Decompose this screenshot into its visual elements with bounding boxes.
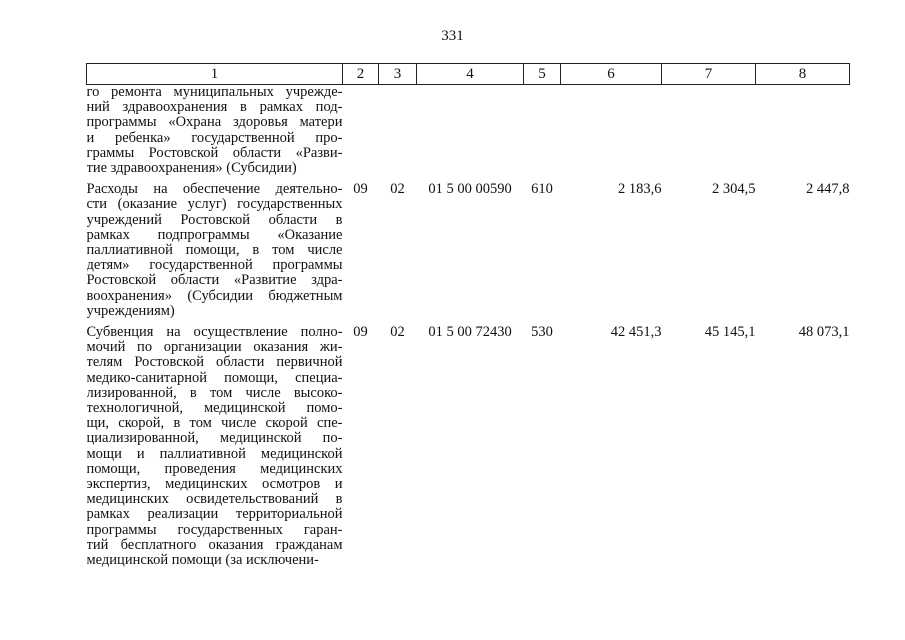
- amount-year-2: [662, 85, 756, 177]
- description-line: Субвенция на осуществление полно-: [86, 325, 343, 341]
- description-line: тие здравоохранения» (Субсидии): [86, 161, 297, 177]
- description-line: сти (оказание услуг) государственных: [86, 197, 343, 213]
- description-line: телям Ростовской области первичной: [86, 355, 343, 371]
- description-line: мощи и паллиативной медицинской: [86, 446, 343, 462]
- description-line: щи, скорой, в том числе скорой спе-: [86, 416, 343, 432]
- description-line: помощи, проведения медицинских: [86, 461, 343, 477]
- page-number: 331: [441, 28, 464, 44]
- description-line: ний здравоохранения в рамках под-: [86, 100, 343, 116]
- row-description: [87, 325, 343, 568]
- amount-year-3: [756, 85, 850, 177]
- header-col-2: 2: [343, 64, 379, 85]
- description-line: и ребенка» государственной про-: [86, 130, 343, 146]
- header-col-1: 1: [87, 64, 343, 85]
- description-line: циализированной, медицинской по-: [86, 431, 343, 447]
- description-line: мочий по организации оказания жи-: [86, 340, 343, 356]
- header-col-7: 7: [662, 64, 756, 85]
- description-line: лизированной, в том числе высоко-: [86, 385, 343, 401]
- description-line: паллиативной помощи, в том числе: [86, 243, 343, 259]
- description-line: рамках реализации территориальной: [86, 507, 343, 523]
- section-code: 09: [353, 324, 368, 341]
- header-col-3: 3: [379, 64, 417, 85]
- description-line: программы «Охрана здоровья матери: [86, 115, 343, 131]
- description-line: технологичной, медицинской помо-: [86, 401, 343, 417]
- description-line: воохранения» (Субсидии бюджетным: [86, 288, 343, 304]
- description-line: Ростовской области «Развитие здра-: [86, 273, 343, 289]
- description-line: тий бесплатного оказания гражданам: [86, 537, 343, 553]
- header-row: [87, 64, 850, 85]
- section-code: [343, 85, 379, 177]
- amount-year-2: 45 145,1: [704, 324, 756, 341]
- row-description: [87, 182, 343, 319]
- header-col-5: 5: [524, 64, 561, 85]
- amount-year-1: [561, 85, 662, 177]
- budget-table: [86, 63, 850, 568]
- description-line: медицинской помощи (за исключени-: [86, 553, 319, 569]
- expense-type-code: 610: [531, 181, 553, 198]
- row-description: [87, 85, 343, 177]
- amount-year-1: 2 183,6: [618, 181, 662, 198]
- description-line: Расходы на обеспечение деятельно-: [86, 182, 343, 198]
- subsection-code: 02: [390, 324, 405, 341]
- description-line: рамках подпрограммы «Оказание: [86, 227, 343, 243]
- description-line: экспертиз, медицинских осмотров и: [86, 477, 343, 493]
- amount-year-3: 48 073,1: [798, 324, 850, 341]
- description-line: медицинских освидетельствований в: [86, 492, 343, 508]
- target-article-code: [417, 85, 524, 177]
- description-line: го ремонта муниципальных учрежде-: [86, 85, 343, 100]
- table-row: [87, 325, 850, 568]
- description-line: программы государственных гаран-: [86, 522, 343, 538]
- description-line: учреждениям): [86, 303, 175, 319]
- subsection-code: 02: [390, 181, 405, 198]
- header-col-4: 4: [417, 64, 524, 85]
- description-line: граммы Ростовской области «Разви-: [86, 145, 343, 161]
- table-row: [87, 85, 850, 177]
- target-article-code: 01 5 00 72430: [428, 324, 512, 341]
- expense-type-code: 530: [531, 324, 553, 341]
- table-row: [87, 182, 850, 319]
- description-line: медико-санитарной помощи, специа-: [86, 370, 343, 386]
- amount-year-3: 2 447,8: [806, 181, 850, 198]
- subsection-code: [379, 85, 417, 177]
- amount-year-1: 42 451,3: [610, 324, 662, 341]
- description-line: учреждений Ростовской области в: [86, 212, 343, 228]
- header-col-6: 6: [561, 64, 662, 85]
- section-code: 09: [353, 181, 368, 198]
- description-line: детям» государственной программы: [86, 258, 343, 274]
- expense-type-code: [524, 85, 561, 177]
- amount-year-2: 2 304,5: [712, 181, 756, 198]
- target-article-code: 01 5 00 00590: [428, 181, 512, 198]
- header-col-8: 8: [756, 64, 850, 85]
